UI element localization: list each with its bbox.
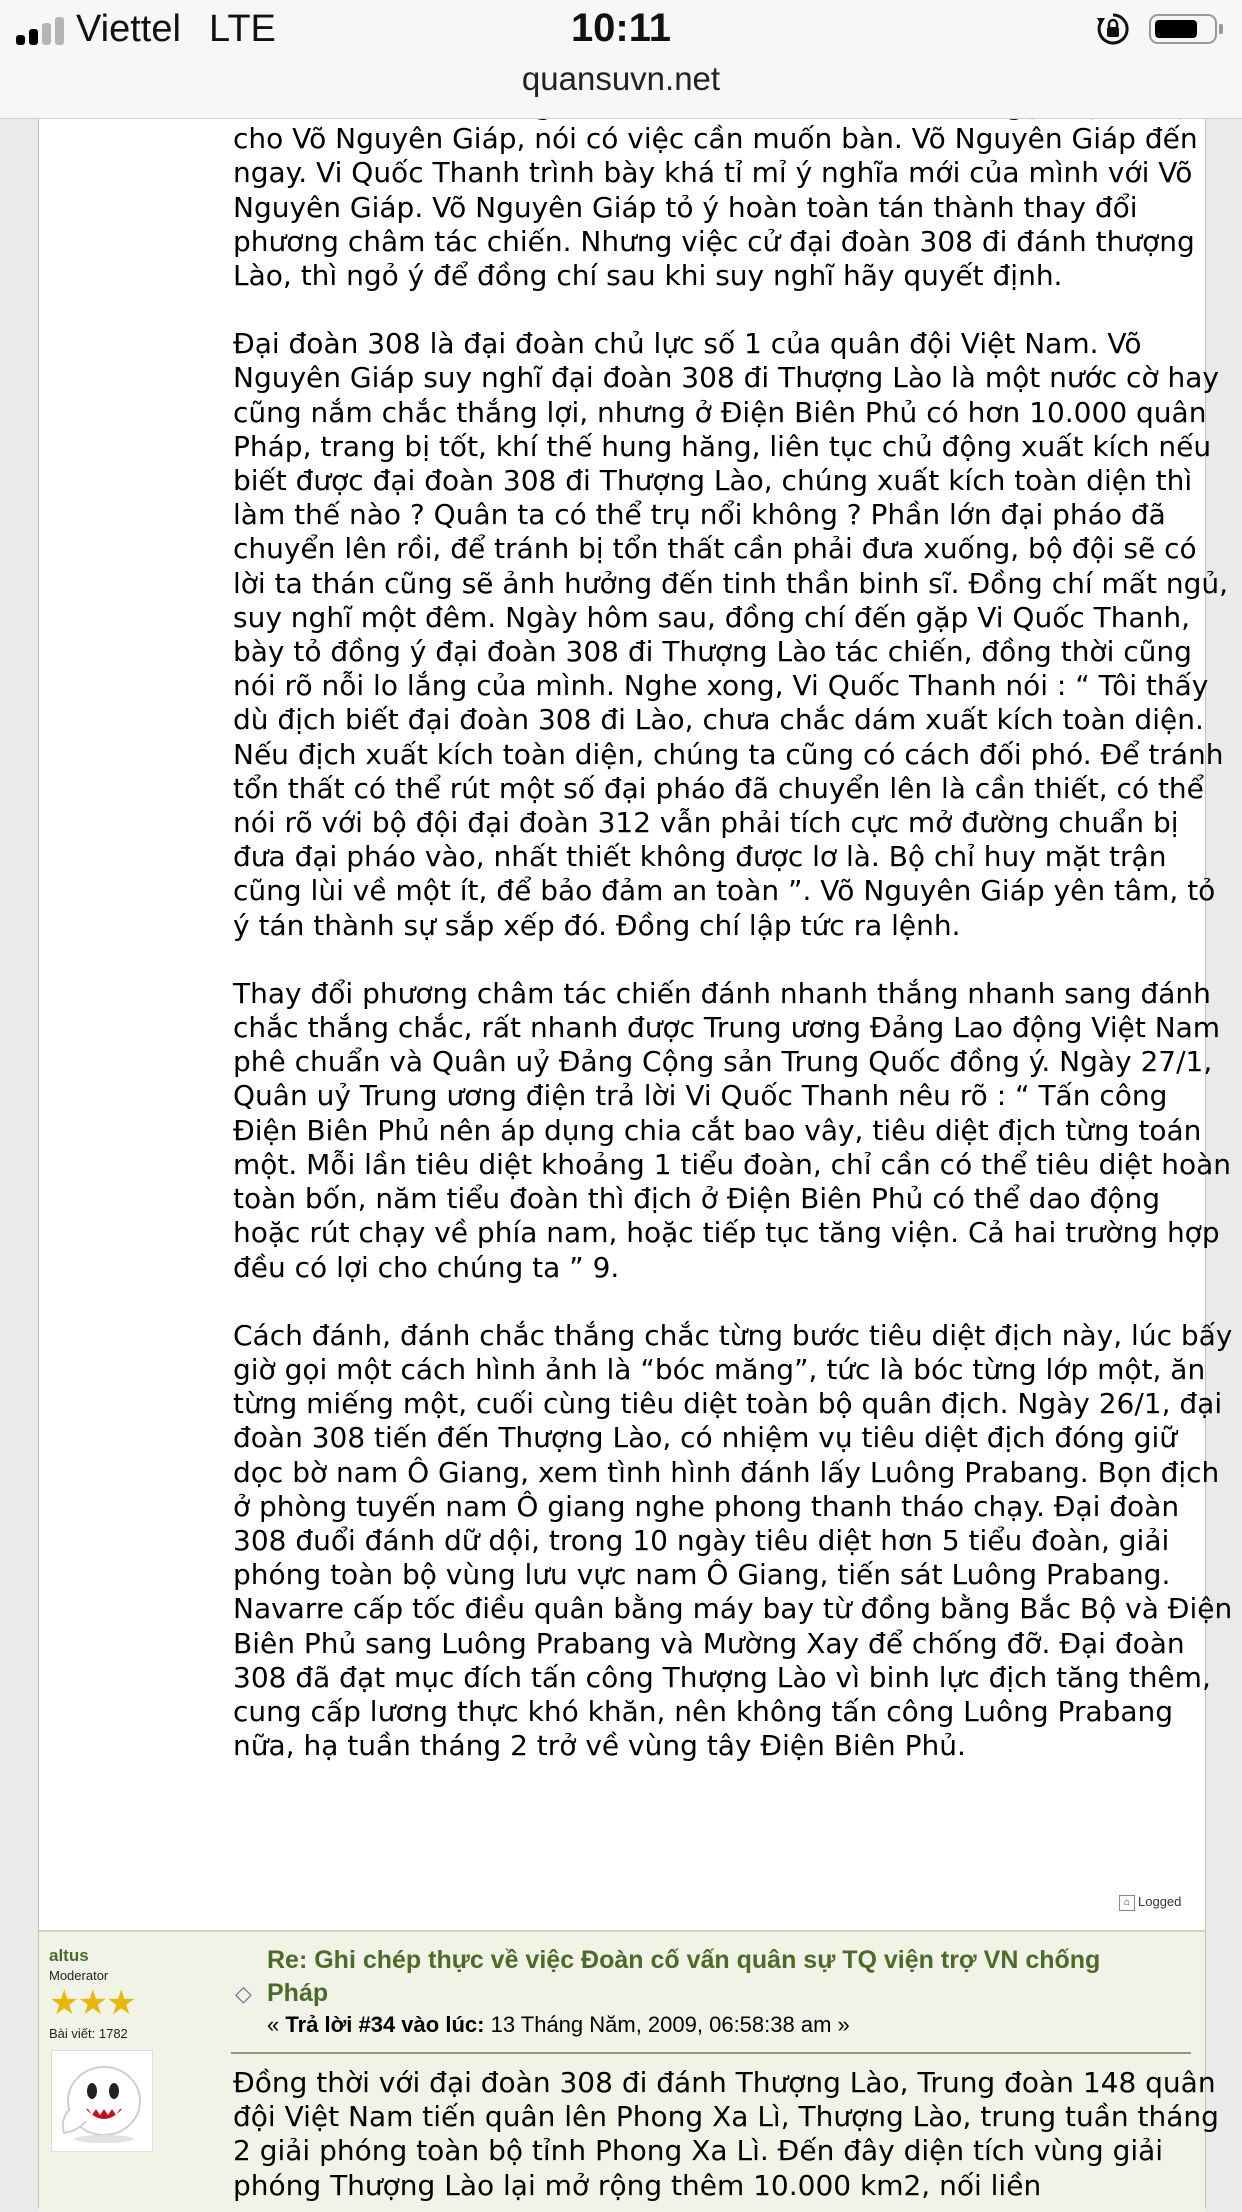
- poster-name[interactable]: altus: [49, 1946, 89, 1965]
- post-body: [233, 88, 1233, 1797]
- post-paragraph: Cách đánh, đánh chắc thắng chắc từng bước tiêu diệt địch này, lúc bấy giờ gọi một cách hình ảnh là “bóc măng”, tức là bóc từng lớp một, ăn từng miếng một, cuối cùng tiêu diệt toàn bộ quân địch. Ngày 26/1, đại đoàn 308 tiến đến Thượng Lào, có nhiệm vụ tiêu diệt địch đóng giữ dọc bờ nam Ô Giang, xem tình hình đánh lấy Luông Prabang. Bọn địch ở phòng tuyến nam Ô giang nghe phong thanh tháo chạy. Đại đoàn 308 đuổi đánh dữ dội, trong 10 ngày tiêu diệt hơn 5 tiểu đoàn, giải phóng toàn bộ vùng lưu vực nam Ô Giang, tiến sát Luông Prabang. Navarre cấp tốc điều quân bằng máy bay từ đồng bằng Bắc Bộ và Điện Biên Phủ sang Luông Prabang và Mường Xay để chống đỡ. Đại đoàn 308 đã đạt mục đích tấn công Thượng Lào vì binh lực địch tăng thêm, cung cấp lương thực khó khăn, nên không tấn công Luông Prabang nữa, hạ tuần tháng 2 trở về vùng tây Điện Biên Phủ.: [233, 1318, 1233, 1763]
- post-paragraph: cho Võ Nguyên Giáp, nói có việc cần muốn bàn. Võ Nguyên Giáp đến ngay. Vi Quốc Thanh trình bày khá tỉ mỉ ý nghĩa mới của mình với Võ Nguyên Giáp. Võ Nguyên Giáp tỏ ý hoàn toàn tán thành thay đổi phương châm tác chiến. Nhưng việc cử đại đoàn 308 đi đánh thượng Lào, thì ngỏ ý để đồng chí sau khi suy nghĩ hãy quyết định.: [233, 122, 1198, 293]
- post-paragraph: Đại đoàn 308 là đại đoàn chủ lực số 1 của quân đội Việt Nam. Võ Nguyên Giáp suy nghĩ đại đoàn 308 đi Thượng Lào là một nước cờ hay cũng nắm chắc thắng lợi, nhưng ở Điện Biên Phủ có hơn 10.000 quân Pháp, trang bị tốt, khí thế hung hăng, liên tục chủ động xuất kích nếu biết được đại đoàn 308 đi Thượng Lào, chúng xuất kích toàn diện thì làm thế nào ? Quân ta có thể trụ nổi không ? Phần lớn đại pháo đã chuyển lên rồi, để tránh bị tổn thất cần phải đưa xuống, bộ đội sẽ có lời ta thán cũng sẽ ảnh hưởng đến tinh thần binh sĩ. Đồng chí mất ngủ, suy nghĩ một đêm. Ngày hôm sau, đồng chí đến gặp Vi Quốc Thanh, bày tỏ đồng ý đại đoàn 308 đi Thượng Lào tác chiến, đồng thời cũng nói rõ nỗi lo lắng của mình. Nghe xong, Vi Quốc Thanh nói : “ Tôi thấy dù địch biết đại đoàn 308 đi Lào, chưa chắc dám xuất kích toàn diện. Nếu địch xuất kích toàn diện, chúng ta cũng có cách đối phó. Để tránh tổn thất có thể rút một số đại pháo đã chuyển lên là cần thiết, có thể nói rõ với bộ đội đại đoàn 312 vẫn phải tích cực mở đường chuẩn bị đưa đại pháo vào, nhất thiết không được lơ là. Bộ chỉ huy mặt trận cũng lùi về một ít, để bảo đảm an toàn ”. Võ Nguyên Giáp yên tâm, tỏ ý tán thành sự sắp xếp đó. Đồng chí lập tức ra lệnh.: [233, 327, 1229, 942]
- message-icon: ◇: [235, 1982, 252, 2007]
- reply-number-label[interactable]: Trả lời #34 vào lúc:: [285, 2012, 485, 2037]
- forum-page: [38, 118, 1233, 2208]
- status-bar: [0, 0, 1242, 119]
- poster-role: Moderator: [49, 1968, 109, 1983]
- battery-icon: [1149, 14, 1217, 44]
- network-type: LTE: [209, 8, 276, 50]
- logged-label: Logged: [1138, 1894, 1182, 1909]
- poster-post-count: Bài viết: 1782: [49, 2026, 128, 2041]
- url-bar[interactable]: quansuvn.net: [521, 60, 721, 97]
- post-title[interactable]: Re: Ghi chép thực về việc Đoàn cố vấn quân sự TQ viện trợ VN chống Pháp: [267, 1946, 1101, 2007]
- reply-post: [39, 1932, 1219, 2212]
- post-meta: [267, 2012, 850, 2038]
- carrier-name: Viettel: [76, 8, 181, 50]
- boo-ghost-icon: [52, 2051, 152, 2151]
- orientation-lock-icon: [1096, 12, 1130, 46]
- meta-suffix: »: [837, 2012, 850, 2037]
- clock: 10:11: [570, 6, 672, 50]
- meta-separator: [231, 2052, 1191, 2054]
- avatar: [51, 2050, 153, 2152]
- post-date: 13 Tháng Năm, 2009, 06:58:38 am: [490, 2012, 832, 2037]
- rank-stars-icon: ★★★: [49, 1983, 135, 2023]
- post-paragraph: Thay đổi phương châm tác chiến đánh nhanh thắng nhanh sang đánh chắc thắng chắc, rất nhanh được Trung ương Đảng Lao động Việt Nam phê chuẩn và Quân uỷ Đảng Cộng sản Trung Quốc đồng ý. Ngày 27/1, Quân uỷ Trung ương điện trả lời Vi Quốc Thanh nêu rõ : “ Tấn công Điện Biên Phủ nên áp dụng chia cắt bao vây, tiêu diệt địch từng toán một. Mỗi lần tiêu diệt khoảng 1 tiểu đoàn, chỉ cần có thể tiêu diệt hoàn toàn bốn, năm tiểu đoàn thì địch ở Điện Biên Phủ có thể dao động hoặc rút chạy về phía nam, hoặc tiếp tục tăng viện. Cả hai trường hợp đều có lợi cho chúng ta ” 9.: [233, 976, 1232, 1284]
- reply-post-body: Đồng thời với đại đoàn 308 đi đánh Thượng Lào, Trung đoàn 148 quân đội Việt Nam tiến quân lên Phong Xa Lì, Thượng Lào, trung tuần tháng 2 giải phóng toàn bộ tỉnh Phong Xa Lì. Đến đây diện tích vùng giải phóng Thượng Lào lại mở rộng thêm 10.000 km2, nối liền: [233, 2066, 1219, 2202]
- logged-ip-icon: ⌂: [1119, 1895, 1135, 1911]
- meta-prefix: «: [267, 2012, 280, 2037]
- logged-indicator: [1119, 1894, 1181, 1911]
